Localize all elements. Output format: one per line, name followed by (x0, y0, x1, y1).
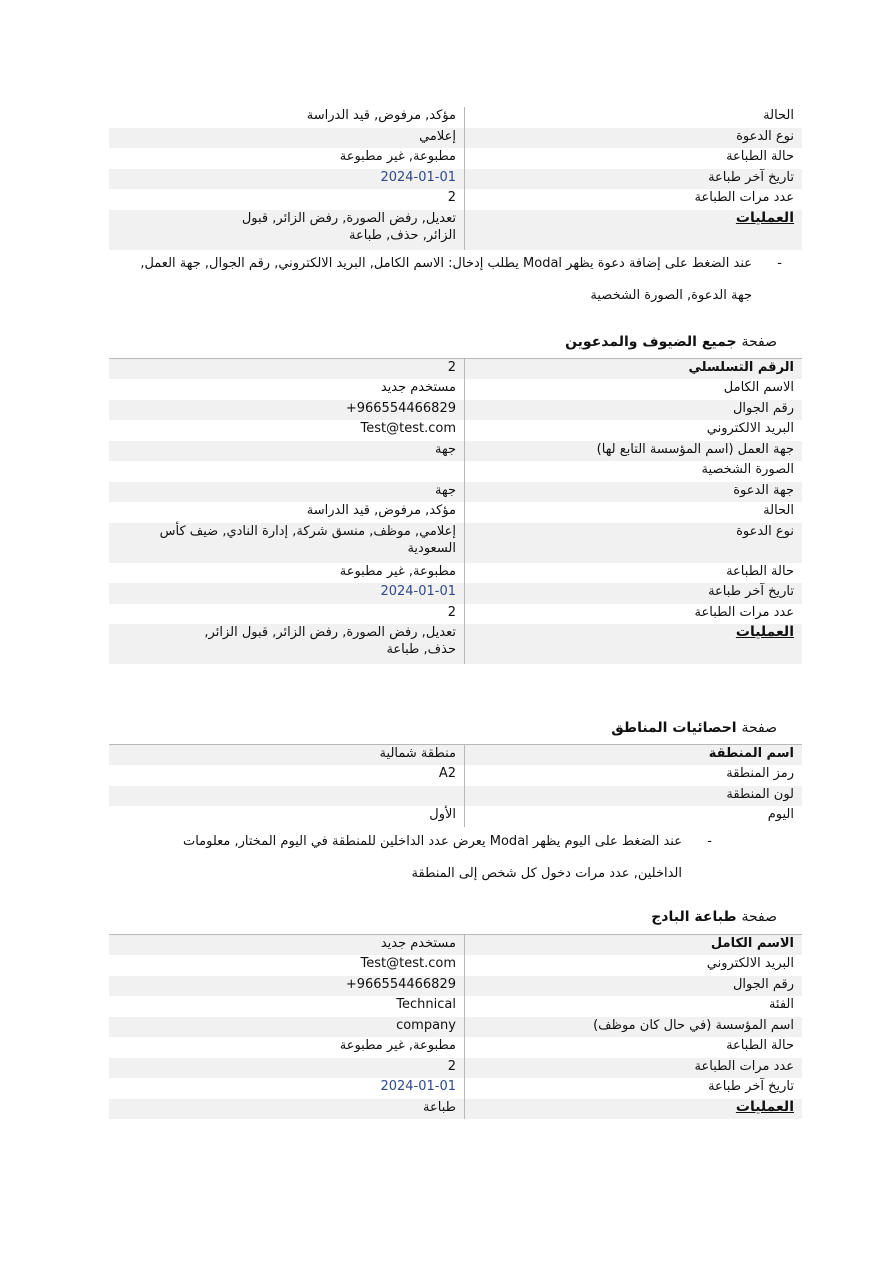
heading-prefix: صفحة (741, 334, 777, 350)
field-value: طباعة (109, 1099, 465, 1120)
table-row (109, 379, 802, 400)
field-value (109, 461, 465, 482)
operations-label: العمليات (465, 624, 803, 664)
field-value: تعديل, رفض الصورة, رفض الزائر, قبول الزائر, حذف, طباعة (109, 624, 465, 664)
field-label: حالة الطباعة (465, 148, 803, 169)
field-label: حالة الطباعة (465, 563, 803, 584)
field-label: عدد مرات الطباعة (465, 604, 803, 625)
table-row (109, 583, 802, 604)
section-heading (651, 909, 777, 925)
field-value: 2 (109, 604, 465, 625)
section-heading (611, 720, 777, 736)
table-row (109, 1037, 802, 1058)
table-row (109, 189, 802, 210)
field-label: الصورة الشخصية (465, 461, 803, 482)
field-value: 2 (109, 359, 465, 380)
field-value: تعديل, رفض الصورة, رفض الزائر, قبول الزائر, حذف, طباعة (109, 210, 465, 250)
note-text: عند الضغط على اليوم يظهر Modal يعرض عدد الداخلين للمنطقة في اليوم المختار, معلومات الداخلين, عدد مرات دخول كل شخص إلى المنطقة (182, 834, 682, 881)
table-row (109, 935, 802, 956)
table-row (109, 765, 802, 786)
field-value: مطبوعة, غير مطبوعة (109, 563, 465, 584)
table-row (109, 128, 802, 149)
table-row (109, 523, 802, 563)
table-row (109, 976, 802, 997)
field-label: الاسم الكامل (465, 935, 803, 956)
invitations-table (109, 107, 802, 250)
section-heading (565, 334, 777, 350)
field-value: 2024-01-01 (109, 583, 465, 604)
table-row (109, 359, 802, 380)
field-label: رمز المنطقة (465, 765, 803, 786)
field-value: company (109, 1017, 465, 1038)
table-row (109, 786, 802, 807)
field-label: البريد الالكتروني (465, 955, 803, 976)
field-label: حالة الطباعة (465, 1037, 803, 1058)
field-label: جهة العمل (اسم المؤسسة التابع لها) (465, 441, 803, 462)
table-row (109, 400, 802, 421)
table-row (109, 502, 802, 523)
field-label: الاسم الكامل (465, 379, 803, 400)
field-value: +966554466829 (345, 400, 456, 416)
field-label: الفئة (465, 996, 803, 1017)
field-value: 2 (447, 190, 456, 205)
field-value: مؤكد, مرفوض, قيد الدراسة (306, 108, 456, 123)
operations-label: العمليات (465, 1099, 803, 1120)
table-row (109, 482, 802, 503)
field-label: رقم الجوال (465, 400, 803, 421)
table-row (109, 955, 802, 976)
field-label: الحالة (465, 107, 803, 128)
field-label: اليوم (465, 806, 803, 827)
note-text: عند الضغط على إضافة دعوة يظهر Modal يطلب إدخال: الاسم الكامل, البريد الالكتروني, رقم الجوال, جهة العمل, جهة الدعوة, الصورة الشخصية (140, 256, 752, 303)
field-label: عدد مرات الطباعة (465, 1058, 803, 1079)
table-row (109, 420, 802, 441)
table-row (109, 745, 802, 766)
table-row (109, 604, 802, 625)
field-label: عدد مرات الطباعة (465, 189, 803, 210)
field-value: الأول (109, 806, 465, 827)
field-label: البريد الالكتروني (465, 420, 803, 441)
field-value: جهة (109, 441, 465, 462)
field-label: لون المنطقة (465, 786, 803, 807)
field-label: جهة الدعوة (465, 482, 803, 503)
heading-prefix: صفحة (741, 909, 777, 925)
field-value: Test@test.com (109, 420, 465, 441)
heading-prefix: صفحة (741, 720, 777, 736)
table-row (109, 1017, 802, 1038)
badge-table (109, 934, 802, 1119)
heading-title: احصائيات المناطق (611, 720, 737, 736)
field-value: Test@test.com (109, 955, 465, 976)
table-row (109, 1058, 802, 1079)
field-value (109, 786, 465, 807)
table-row (109, 1099, 802, 1120)
field-value: منطقة شمالية (109, 745, 465, 766)
field-value: مطبوعة, غير مطبوعة (339, 149, 456, 164)
zones-table (109, 744, 802, 827)
field-value: إعلامي (109, 128, 465, 149)
field-value: 2 (109, 1058, 465, 1079)
field-label: اسم المؤسسة (في حال كان موظف) (465, 1017, 803, 1038)
field-value: 2024-01-01 (109, 1078, 465, 1099)
field-label: اسم المنطقة (465, 745, 803, 766)
field-value: Technical (109, 996, 465, 1017)
operations-label: العمليات (465, 210, 803, 250)
field-value: 2024-01-01 (109, 169, 465, 190)
table-row (109, 563, 802, 584)
field-label: الرقم التسلسلي (465, 359, 803, 380)
field-label: تاريخ آخر طباعة (465, 169, 803, 190)
field-value: جهة (109, 482, 465, 503)
bullet-dash: - (707, 834, 712, 849)
table-row (109, 806, 802, 827)
table-row (109, 169, 802, 190)
field-label: تاريخ آخر طباعة (465, 583, 803, 604)
heading-title: جميع الضيوف والمدعوين (565, 334, 737, 350)
field-value: مستخدم جديد (109, 379, 465, 400)
table-row (109, 107, 802, 128)
field-value: مستخدم جديد (109, 935, 465, 956)
field-value: إعلامي, موظف, منسق شركة, إدارة النادي, ضيف كأس السعودية (109, 523, 465, 563)
field-label: نوع الدعوة (465, 128, 803, 149)
table-row (109, 441, 802, 462)
field-label: تاريخ آخر طباعة (465, 1078, 803, 1099)
field-value: مطبوعة, غير مطبوعة (109, 1037, 465, 1058)
bullet-dash: - (777, 256, 782, 271)
guests-table (109, 358, 802, 664)
field-value: +966554466829 (345, 976, 456, 992)
field-value: مؤكد, مرفوض, قيد الدراسة (109, 502, 465, 523)
table-row (109, 461, 802, 482)
modal-note (142, 826, 712, 890)
table-row (109, 1078, 802, 1099)
field-label: الحالة (465, 502, 803, 523)
modal-note (122, 248, 782, 312)
field-value: A2 (109, 765, 465, 786)
field-label: رقم الجوال (465, 976, 803, 997)
table-row (109, 148, 802, 169)
table-row (109, 624, 802, 664)
heading-title: طباعة البادج (651, 909, 737, 925)
table-row (109, 210, 802, 250)
table-row (109, 996, 802, 1017)
field-label: نوع الدعوة (465, 523, 803, 563)
